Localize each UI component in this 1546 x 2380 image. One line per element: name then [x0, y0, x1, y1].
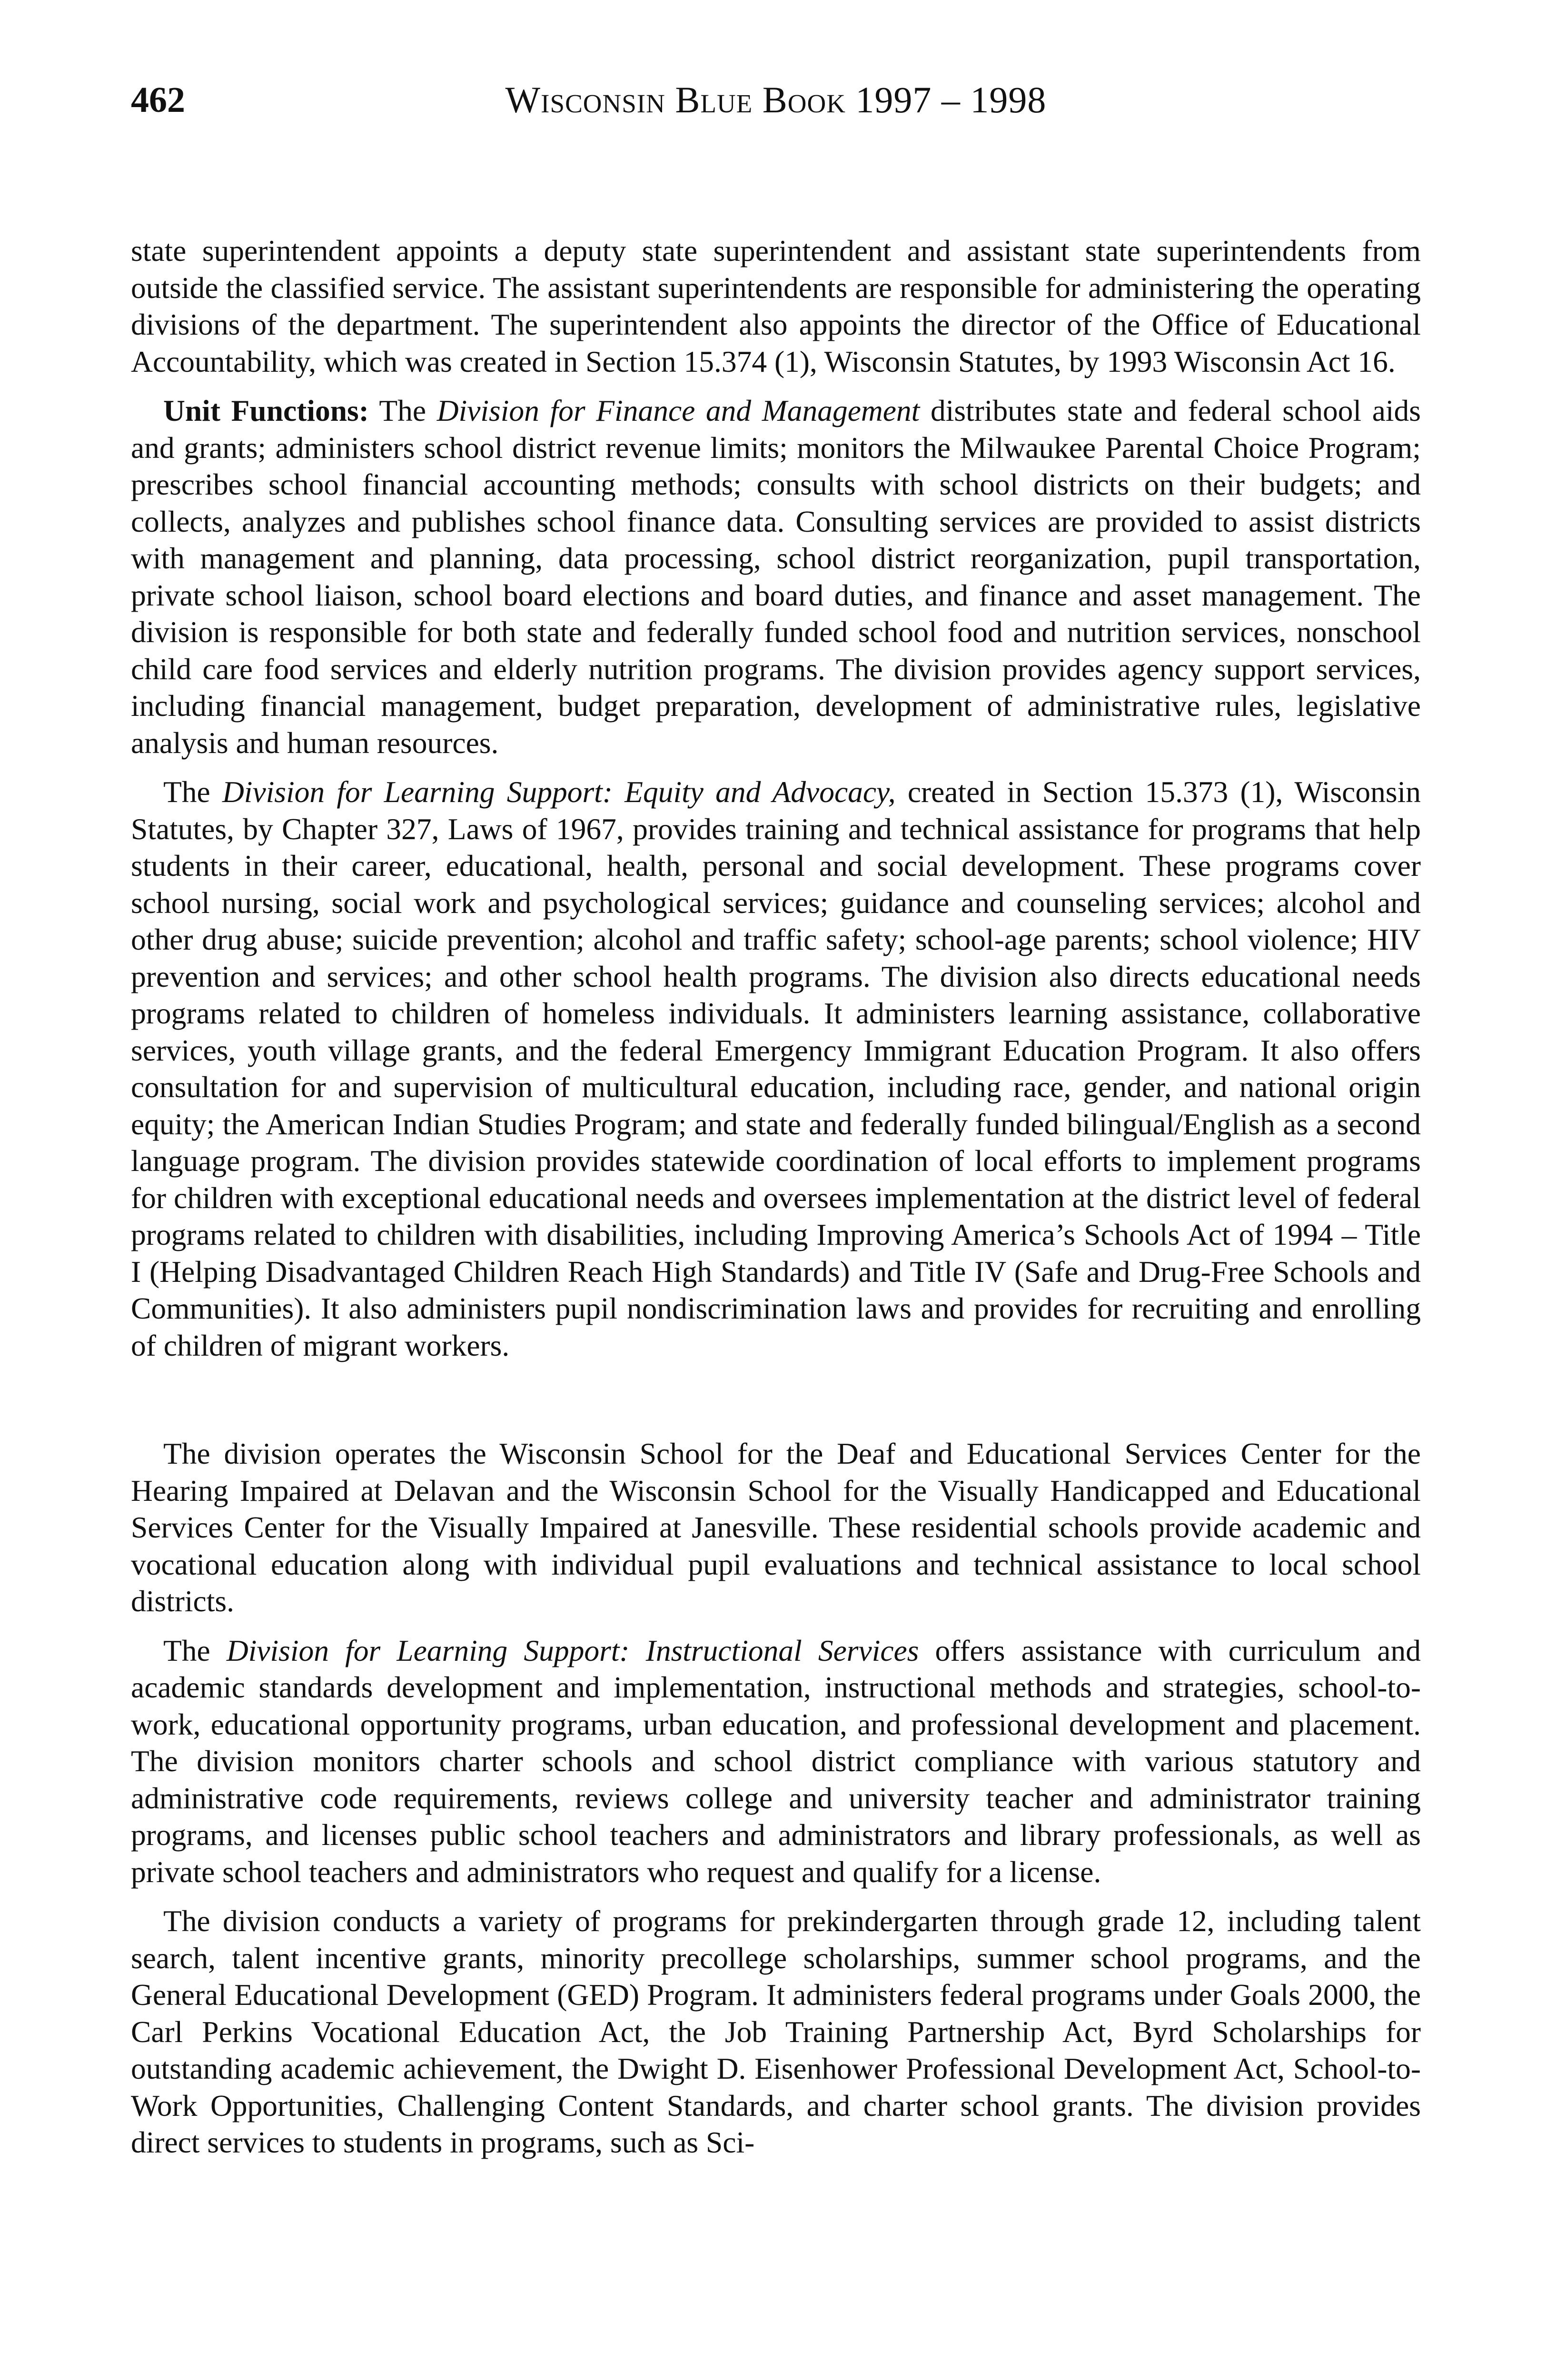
division-name-finance: Division for Finance and Management — [436, 394, 920, 427]
text-fragment: offers assistance with curriculum and academic standards development and implementation, instructional methods and strategies, school-to-work, educational opportunity programs, urban education, and professional development and placement. The division monitors charter schools and school district compliance with various statutory and administrative code requirements, reviews college and university teacher and administrator training programs, and licenses public school teachers and administrators and library professionals, as well as private school teachers and administrators who request and qualify for a license. — [131, 1633, 1421, 1889]
body-text — [131, 232, 1421, 2161]
text-fragment: distributes state and federal school aids and grants; administers school district revenue limits; monitors the Milwaukee Parental Choice Program; prescribes school financial accounting methods; consults with school districts on their budgets; and collects, analyzes and publishes school finance data. Consulting services are provided to assist districts with management and planning, data processing, school district reorganization, pupil transportation, private school liaison, school board elections and board duties, and finance and asset management. The division is responsible for both state and federally funded school food and nutrition services, nonschool child care food services and elderly nutrition programs. The division provides agency support services, including financial management, budget preparation, development of administrative rules, legislative analysis and human resources. — [131, 394, 1421, 760]
division-name-equity: Division for Learning Support: Equity and Advocacy, — [222, 775, 896, 809]
running-head: Wisconsin Blue Book 1997 – 1998 — [505, 79, 1047, 120]
page-header — [131, 76, 1421, 129]
paragraph-continued: state superintendent appoints a deputy state superintendent and assistant state superintendents from outside the classified service. The assistant superintendents are responsible for administering the operating divisions of the department. The superintendent also appoints the director of the Office of Educational Accountability, which was created in Section 15.374 (1), Wisconsin Statutes, by 1993 Wisconsin Act 16. — [131, 234, 1421, 378]
paragraph-unit-functions — [131, 392, 1421, 761]
paragraph-programs: The division conducts a variety of programs for prekindergarten through grade 12, including talent search, talent incentive grants, minority precollege scholarships, summer school programs, and the General Educational Development (GED) Program. It administers federal programs under Goals 2000, the Carl Perkins Vocational Education Act, the Job Training Partnership Act, Byrd Scholarships for outstanding academic achievement, the Dwight D. Eisenhower Professional Development Act, School-to-Work Opportunities, Challenging Content Standards, and charter school grants. The division provides direct services to students in programs, such as Sci- — [131, 1904, 1421, 2159]
text-fragment: The — [163, 775, 222, 809]
unit-functions-heading: Unit Functions: — [163, 394, 369, 427]
text-fragment: created in Section 15.373 (1), Wisconsin Statutes, by Chapter 327, Laws of 1967, provides training and technical assistance for programs that help students in their career, educational, health, personal and social development. These programs cover school nursing, social work and psychological services; guidance and counseling services; alcohol and other drug abuse; suicide prevention; alcohol and traffic safety; school-age parents; school violence; HIV prevention and services; and other school health programs. The division also directs educational needs programs related to children of homeless individuals. It administers learning assistance, collaborative services, youth village grants, and the federal Emergency Immigrant Education Program. It also offers consultation for and supervision of multicultural education, including race, gender, and national origin equity; the American Indian Studies Program; and state and federally funded bilingual/English as a second language program. The division provides statewide coordination of local efforts to implement programs for children with exceptional educational needs and oversees implementation at the district level of federal programs related to children with disabilities, including Improving America’s Schools Act of 1994 – Title I (Helping Disadvantaged Children Reach High Standards) and Title IV (Safe and Drug-Free Schools and Communities). It also administers pupil nondiscrimination laws and provides for recruiting and enrolling of children of migrant workers. — [131, 775, 1421, 1362]
text-fragment: The — [368, 394, 437, 427]
division-name-instructional: Division for Learning Support: Instructional Services — [226, 1633, 919, 1667]
text-fragment: The — [163, 1633, 227, 1667]
paragraph-instructional-services — [131, 1632, 1421, 1891]
paragraph-equity-advocacy — [131, 774, 1421, 1364]
paragraph-residential-schools: The division operates the Wisconsin School for the Deaf and Educational Services Center for the Hearing Impaired at Delavan and the Wisconsin School for the Visually Handicapped and Educational Services Center for the Visually Impaired at Janesville. These residential schools provide academic and vocational education along with individual pupil evaluations and technical assistance to local school districts. — [131, 1437, 1421, 1618]
page-number: 462 — [131, 80, 185, 120]
